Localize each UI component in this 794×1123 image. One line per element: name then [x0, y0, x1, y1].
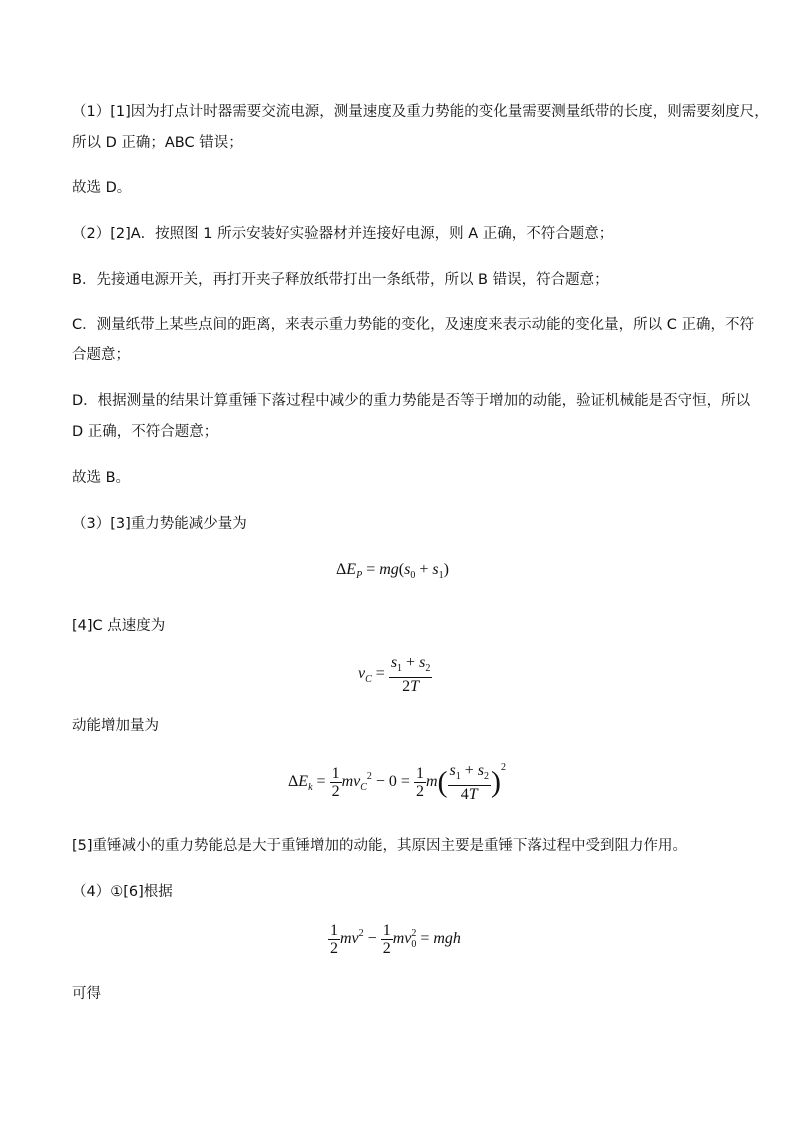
text-line-1b: 所以 D 正确；ABC 错误； — [72, 135, 243, 151]
equation-energy-conservation: $\frac{1}{2}$ $mv^2$ − $\frac{1}{2}$ $mv_0^2$ = mgh — [330, 922, 461, 957]
equation-kinetic-energy: $\Delta E_k$ = $\frac{1}{2}$ $mv_C^2 - 0$ = $\frac{1}{2}$ m( $\frac{s_1 + s_2}{4T}$ )$^2$ — [288, 762, 506, 803]
text-line-4: B．先接通电源开关，再打开夹子释放纸带打出一条纸带，所以 B 错误，符合题意； — [72, 272, 609, 288]
text-line-2: 故选 D。 — [72, 180, 132, 196]
equation-potential-energy: $\Delta E_P = mg(s_0 + s_1)$ — [336, 561, 449, 581]
text-line-5b: 合题意； — [72, 347, 130, 363]
text-line-12: （4）①[6]根据 — [72, 884, 173, 900]
text-line-3: （2）[2]A．按照图 1 所示安装好实验器材并连接好电源，则 A 正确，不符合题意； — [72, 226, 614, 242]
text-line-6b: D 正确，不符合题意； — [72, 424, 219, 440]
text-line-9: [4]C 点速度为 — [72, 618, 166, 634]
text-line-5a: C．测量纸带上某些点间的距离，来表示重力势能的变化，及速度来表示动能的变化量，所以 C 正确，不符 — [72, 317, 754, 333]
text-line-1a: （1）[1]因为打点计时器需要交流电源，测量速度及重力势能的变化量需要测量纸带的长度，则需要刻度尺， — [72, 104, 769, 120]
text-line-6a: D．根据测量的结果计算重锤下落过程中减少的重力势能是否等于增加的动能，验证机械能是否守恒，所以 — [72, 393, 751, 409]
text-line-13: 可得 — [72, 986, 101, 1002]
text-line-10: 动能增加量为 — [72, 718, 159, 734]
text-line-11: [5]重锤减小的重力势能总是大于重锤增加的动能，其原因主要是重锤下落过程中受到阻力作用。 — [72, 838, 688, 854]
text-line-8: （3）[3]重力势能减少量为 — [72, 516, 247, 532]
text-line-7: 故选 B。 — [72, 470, 131, 486]
equation-velocity-c: $v_C$ = $\frac{s_1 + s_2}{2T}$ — [358, 654, 431, 695]
